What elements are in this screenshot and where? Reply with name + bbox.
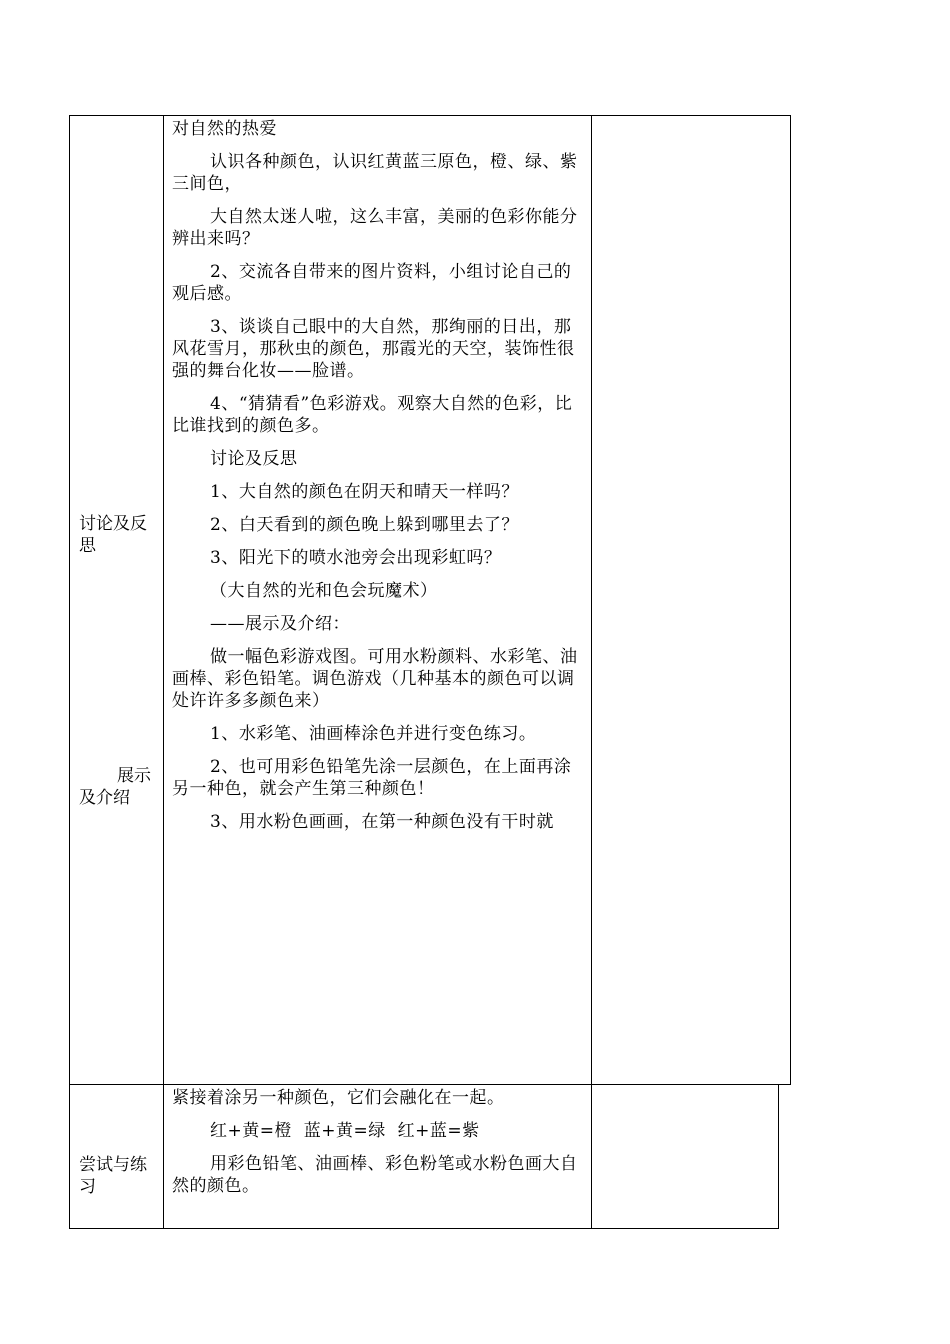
column-divider-2 bbox=[591, 115, 592, 1085]
label-practice: 尝试与练习 bbox=[79, 1155, 147, 1197]
practice-content bbox=[172, 1087, 584, 1208]
paragraph: 紧接着涂另一种颜色，它们会融化在一起。 bbox=[172, 1088, 505, 1108]
paragraph: 讨论及反思 bbox=[210, 449, 298, 469]
paragraph: 红+黄=橙 蓝+黄=绿 红+蓝=紫 bbox=[210, 1121, 480, 1141]
paragraph: 1、大自然的颜色在阴天和晴天一样吗？ bbox=[210, 482, 519, 502]
main-content bbox=[172, 118, 584, 844]
column-divider-4 bbox=[591, 1084, 592, 1229]
paragraph: 3、阳光下的喷水池旁会出现彩虹吗？ bbox=[210, 548, 502, 568]
paragraph: 2、白天看到的颜色晚上躲到哪里去了？ bbox=[210, 515, 519, 535]
paragraph: 对自然的热爱 bbox=[172, 119, 277, 139]
paragraph: 做一幅色彩游戏图。可用水粉颜料、水彩笔、油画棒、彩色铅笔。调色游戏（几种基本的颜色可以调处许许多多颜色来） bbox=[172, 647, 578, 711]
paragraph: 2、也可用彩色铅笔先涂一层颜色，在上面再涂另一种色，就会产生第三种颜色！ bbox=[172, 757, 572, 799]
paragraph: 2、交流各自带来的图片资料，小组讨论自己的观后感。 bbox=[172, 262, 572, 304]
paragraph: 认识各种颜色，认识红黄蓝三原色，橙、绿、紫三间色， bbox=[172, 152, 578, 194]
column-divider-3 bbox=[163, 1084, 164, 1229]
column-divider-1 bbox=[163, 115, 164, 1085]
paragraph: ——展示及介绍： bbox=[210, 614, 350, 634]
paragraph: （大自然的光和色会玩魔术） bbox=[210, 581, 438, 601]
label-discussion: 讨论及反思 bbox=[79, 514, 147, 556]
label-display: 展示及介绍 bbox=[79, 766, 151, 808]
paragraph: 3、用水粉色画画，在第一种颜色没有干时就 bbox=[210, 812, 554, 832]
paragraph: 用彩色铅笔、油画棒、彩色粉笔或水粉色画大自然的颜色。 bbox=[172, 1154, 578, 1196]
paragraph: 3、谈谈自己眼中的大自然，那绚丽的日出，那风花雪月，那秋虫的颜色，那霞光的天空，装饰性很强的舞台化妆——脸谱。 bbox=[172, 317, 575, 381]
paragraph: 大自然太迷人啦，这么丰富，美丽的色彩你能分辨出来吗？ bbox=[172, 207, 578, 249]
paragraph: 4、“猜猜看”色彩游戏。观察大自然的色彩，比比谁找到的颜色多。 bbox=[172, 394, 573, 436]
paragraph: 1、水彩笔、油画棒涂色并进行变色练习。 bbox=[210, 724, 537, 744]
